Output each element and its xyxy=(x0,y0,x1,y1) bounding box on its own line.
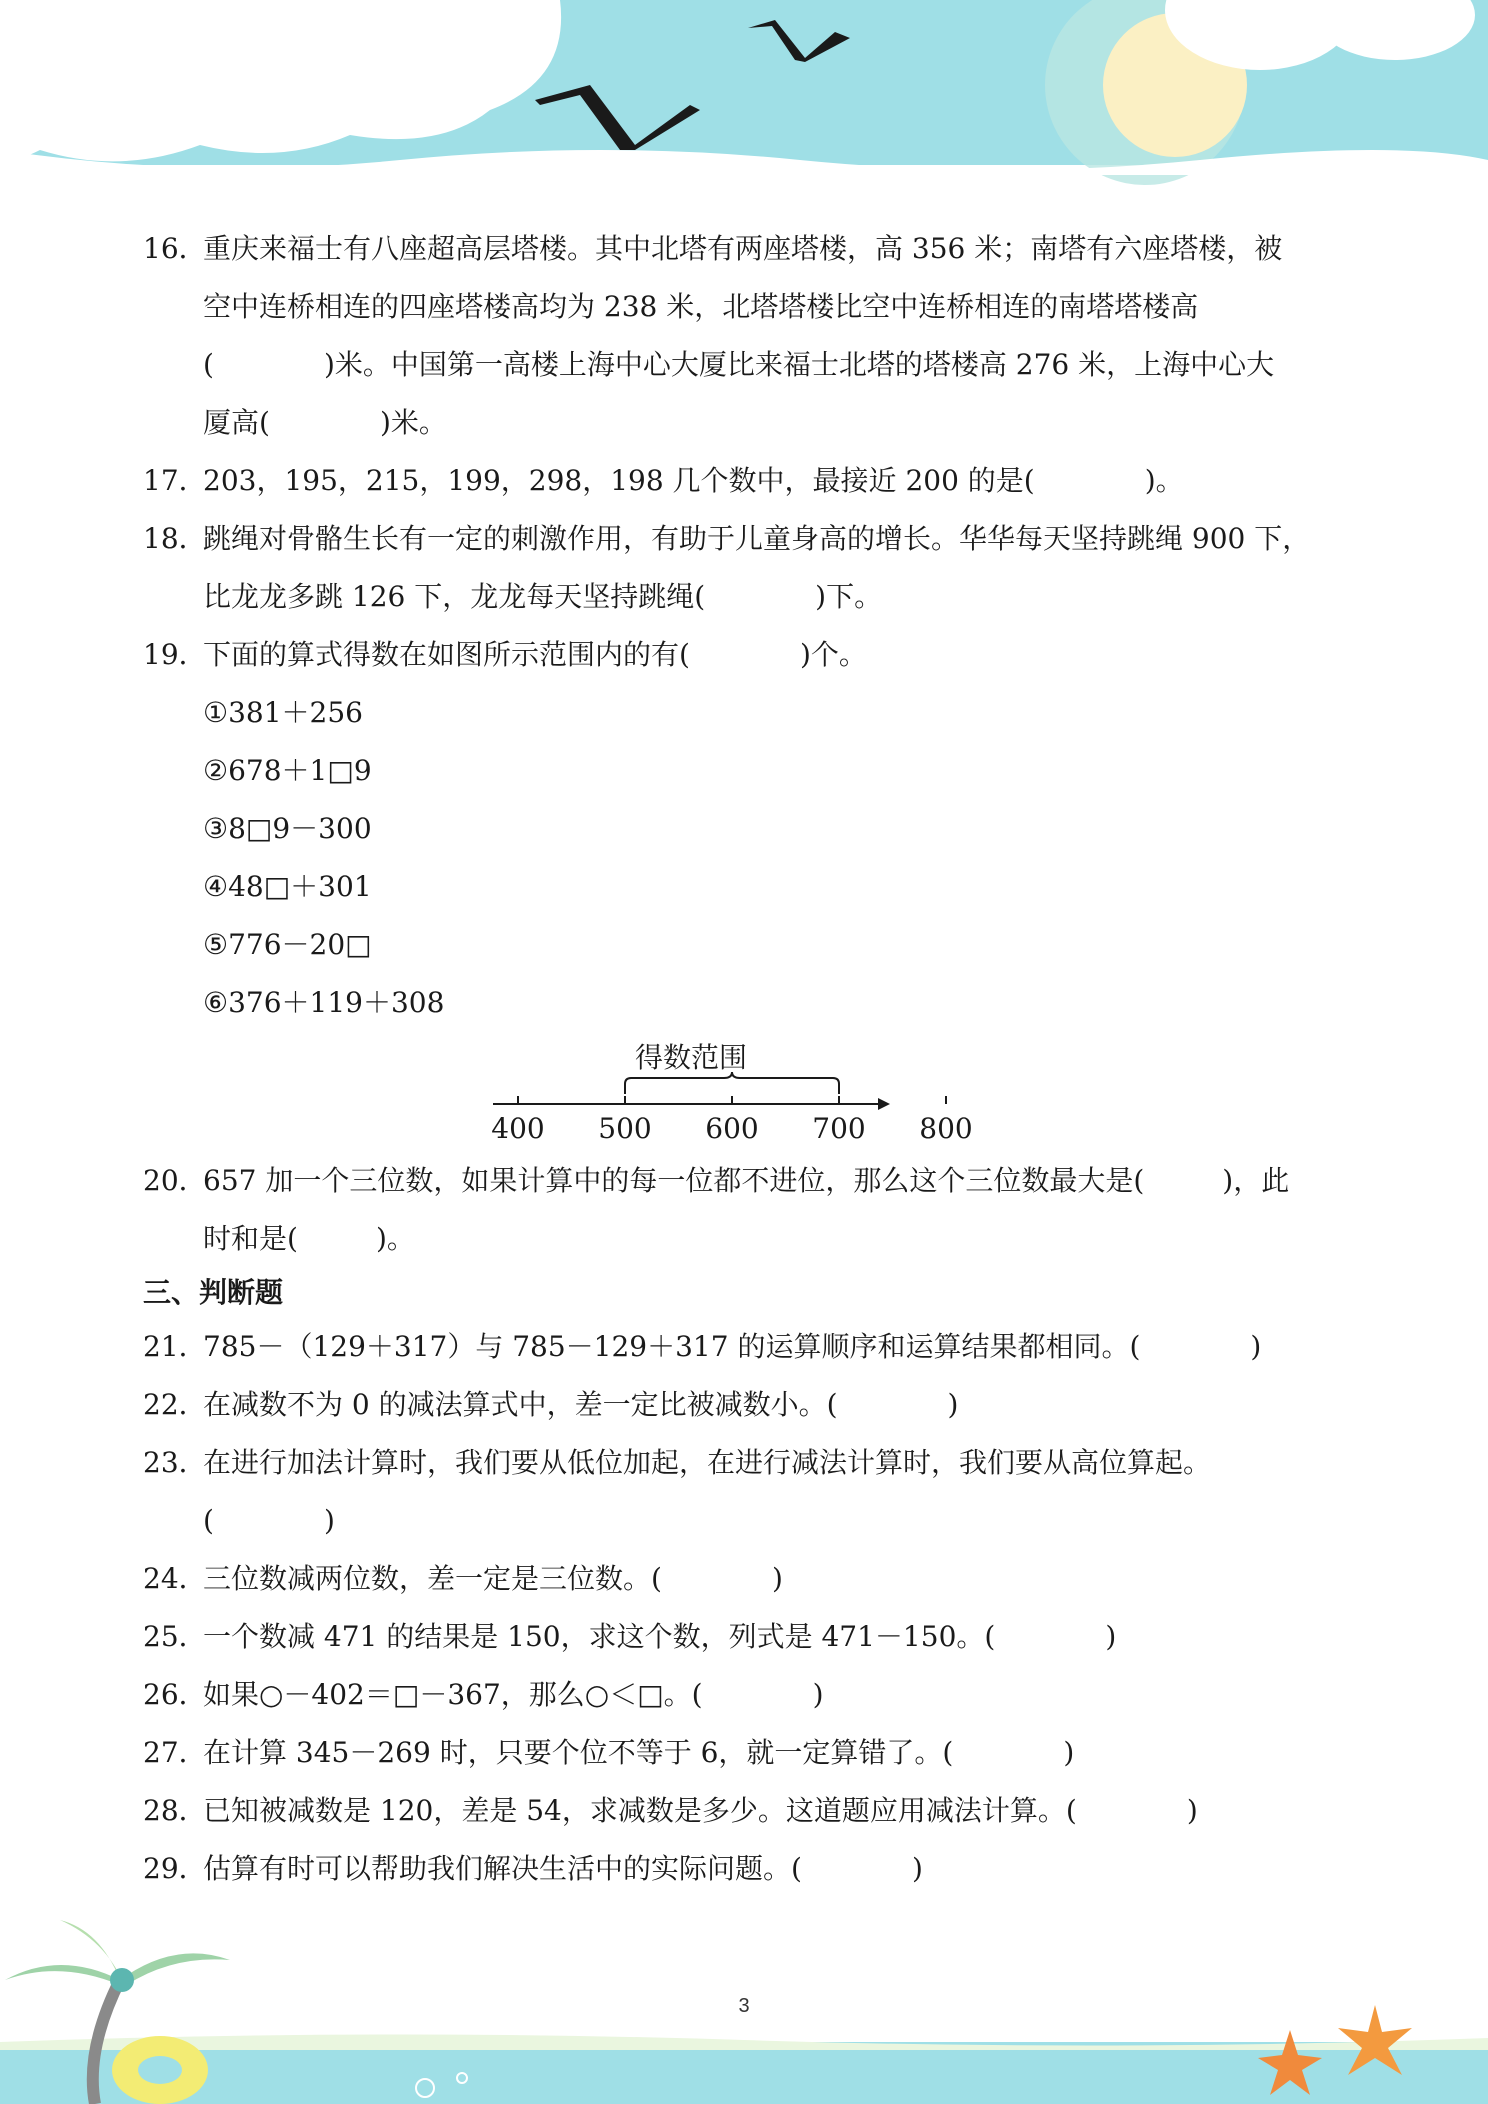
question-number: 25． xyxy=(143,1620,207,1653)
question-number: 18． xyxy=(143,522,207,555)
question-text: )，此 xyxy=(1222,1164,1290,1197)
range-label: 得数范围 xyxy=(634,1041,748,1074)
question-text: 三位数减两位数，差一定是三位数。( xyxy=(203,1562,662,1595)
question-text: )个。 xyxy=(799,638,867,671)
question-24 xyxy=(143,1550,1363,1608)
question-text: )米。中国第一高楼上海中心大厦比来福士北塔的塔楼高 276 米，上海中心大 xyxy=(323,348,1275,381)
header-sky-decoration xyxy=(0,0,1488,175)
tick-label: 700 xyxy=(812,1112,866,1145)
close-paren: ) xyxy=(1063,1736,1075,1769)
close-paren: ) xyxy=(1186,1794,1198,1827)
question-text: 在进行加法计算时，我们要从低位加起，在进行减法计算时，我们要从高位算起。 xyxy=(203,1446,1212,1479)
question-text: 如果○－402＝□－367，那么○＜□。( xyxy=(203,1678,703,1711)
question-28 xyxy=(143,1782,1363,1840)
question-text: 657 加一个三位数，如果计算中的每一位都不进位，那么这个三位数最大是( xyxy=(203,1164,1145,1197)
close-paren: ) xyxy=(1250,1330,1262,1363)
arrow-right-icon xyxy=(878,1098,890,1110)
section-title: 三、判断题 xyxy=(143,1276,284,1309)
question-22 xyxy=(143,1376,1363,1434)
number-line-figure xyxy=(143,1032,1363,1152)
question-number: 19． xyxy=(143,638,207,671)
question-18 xyxy=(143,510,1363,626)
option-item: ⑥376＋119＋308 xyxy=(203,986,445,1019)
question-number: 16． xyxy=(143,232,207,265)
question-text: )下。 xyxy=(815,580,883,613)
close-paren: ) xyxy=(1105,1620,1117,1653)
footer-beach-decoration xyxy=(0,1900,1488,2104)
question-text: 厦高( xyxy=(203,406,270,439)
question-29 xyxy=(143,1840,1363,1898)
question-text: 时和是( xyxy=(203,1222,298,1255)
question-text: 785－（129＋317）与 785－129＋317 的运算顺序和运算结果都相同。( xyxy=(203,1330,1141,1363)
question-text: )。 xyxy=(1144,464,1184,497)
tick-label: 600 xyxy=(705,1112,759,1145)
open-paren: ( xyxy=(203,348,214,381)
question-text: )。 xyxy=(375,1222,415,1255)
question-21 xyxy=(143,1318,1363,1376)
question-number: 22． xyxy=(143,1388,207,1421)
question-number: 29． xyxy=(143,1852,207,1885)
question-17 xyxy=(143,452,1363,510)
close-paren: ) xyxy=(771,1562,783,1595)
question-text: 203，195，215，199，298，198 几个数中，最接近 200 的是( xyxy=(203,464,1035,497)
question-text: 跳绳对骨骼生长有一定的刺激作用，有助于儿童身高的增长。华华每天坚持跳绳 900 下， xyxy=(203,522,1311,555)
number-line xyxy=(491,1032,973,1152)
question-text: 在计算 345－269 时，只要个位不等于 6，就一定算错了。( xyxy=(203,1736,954,1769)
option-item: ④48□＋301 xyxy=(203,870,372,903)
question-text: )米。 xyxy=(379,406,447,439)
question-25 xyxy=(143,1608,1363,1666)
question-20 xyxy=(143,1152,1363,1268)
swim-ring-icon xyxy=(112,2036,208,2104)
worksheet-content xyxy=(143,220,1363,1898)
question-number: 24． xyxy=(143,1562,207,1595)
range-brace xyxy=(625,1072,839,1094)
option-item: ⑤776－20□ xyxy=(203,928,372,961)
tick-label: 800 xyxy=(919,1112,973,1145)
question-16 xyxy=(143,220,1363,452)
question-26 xyxy=(143,1666,1363,1724)
option-item: ①381＋256 xyxy=(203,696,363,729)
question-text: 空中连桥相连的四座塔楼高均为 238 米，北塔塔楼比空中连桥相连的南塔塔楼高 xyxy=(203,290,1199,323)
question-19 xyxy=(143,626,1363,684)
question-number: 27． xyxy=(143,1736,207,1769)
open-paren: ( xyxy=(203,1504,214,1537)
question-number: 21． xyxy=(143,1330,207,1363)
question-text: 重庆来福士有八座超高层塔楼。其中北塔有两座塔楼，高 356 米；南塔有六座塔楼，被 xyxy=(203,232,1283,265)
close-paren: ) xyxy=(911,1852,923,1885)
option-item: ③8□9－300 xyxy=(203,812,372,845)
tick-label: 400 xyxy=(491,1112,545,1145)
question-text: 估算有时可以帮助我们解决生活中的实际问题。( xyxy=(203,1852,802,1885)
question-text: 下面的算式得数在如图所示范围内的有( xyxy=(203,638,690,671)
question-number: 23． xyxy=(143,1446,207,1479)
close-paren: ) xyxy=(812,1678,824,1711)
question-27 xyxy=(143,1724,1363,1782)
close-paren: ) xyxy=(323,1504,335,1537)
question-text: 比龙龙多跳 126 下，龙龙每天坚持跳绳( xyxy=(203,580,706,613)
tick-label: 500 xyxy=(598,1112,652,1145)
question-number: 17． xyxy=(143,464,207,497)
question-number: 28． xyxy=(143,1794,207,1827)
question-number: 26． xyxy=(143,1678,207,1711)
option-item: ②678＋1□9 xyxy=(203,754,372,787)
close-paren: ) xyxy=(947,1388,959,1421)
question-text: 已知被减数是 120，差是 54，求减数是多少。这道题应用减法计算。( xyxy=(203,1794,1077,1827)
question-number: 20． xyxy=(143,1164,207,1197)
page-number: 3 xyxy=(738,1995,750,2017)
question-text: 一个数减 471 的结果是 150，求这个数，列式是 471－150。( xyxy=(203,1620,996,1653)
question-text: 在减数不为 0 的减法算式中，差一定比被减数小。( xyxy=(203,1388,838,1421)
question-23 xyxy=(143,1434,1363,1550)
